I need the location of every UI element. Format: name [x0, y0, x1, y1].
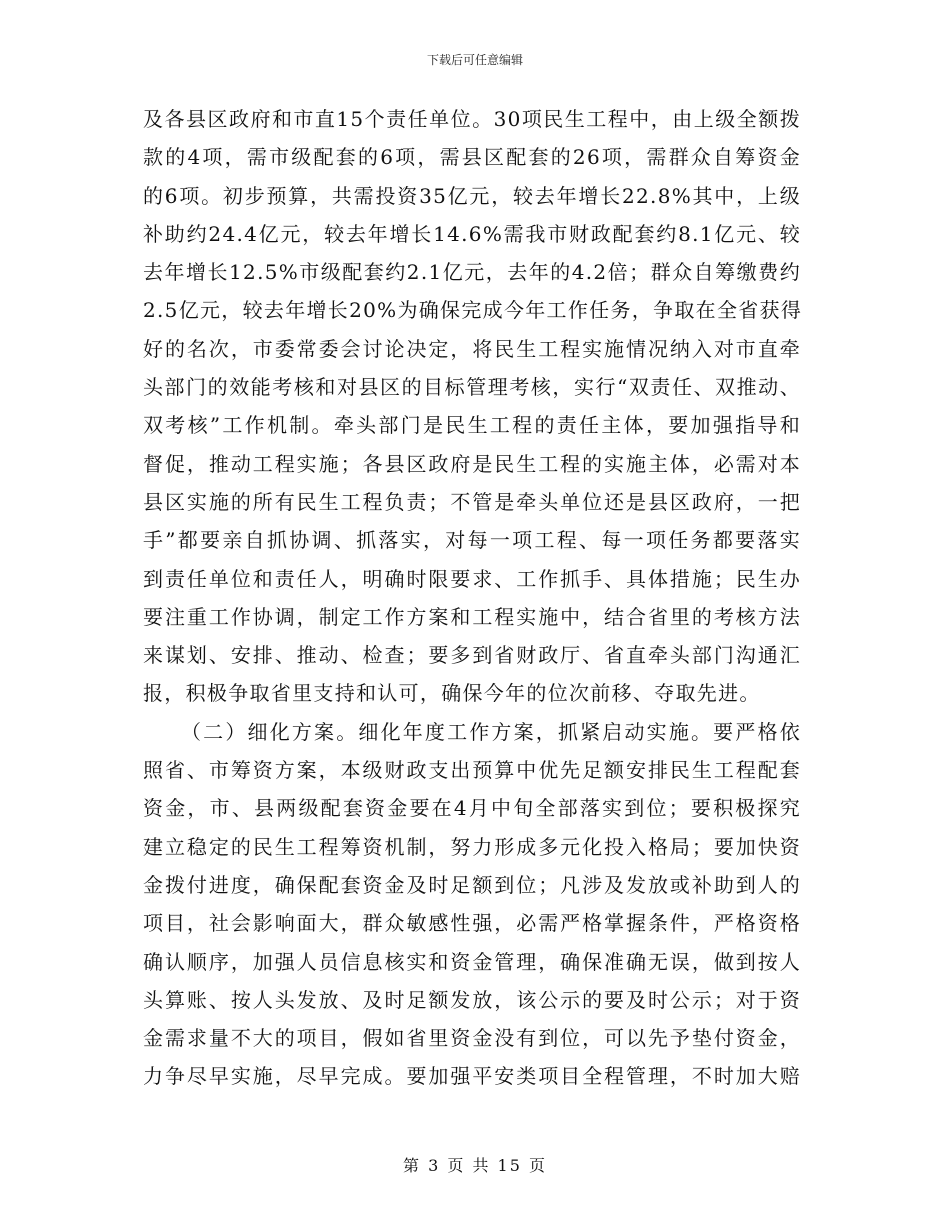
text-line: 头算账、按人头发放、及时足额发放，该公示的要及时公示；对于资	[143, 987, 801, 1012]
text-line: 建立稳定的民生工程筹资机制，努力形成多元化投入格局；要加快资	[143, 834, 801, 859]
text-line: 及各县区政府和市直15个责任单位。30项民生工程中，由上级全额拨	[143, 107, 801, 131]
text-line: 的6项。初步预算，共需投资35亿元，较去年增长22.8%其中，上级	[143, 183, 801, 208]
text-line: 报，积极争取省里支持和认可，确保今年的位次前移、夺取先进。	[143, 681, 761, 706]
page-footer: 第 3 页 共 15 页	[403, 1156, 547, 1175]
text-line: 双考核”工作机制。牵头部门是民生工程的责任主体，要加强指导和	[143, 413, 801, 438]
text-line: 项目，社会影响面大，群众敏感性强，必需严格掌握条件，严格资格	[143, 911, 801, 936]
text-line: 力争尽早实施，尽早完成。要加强平安类项目全程管理，不时加大赔	[143, 1064, 801, 1089]
text-line: 督促，推动工程实施；各县区政府是民生工程的实施主体，必需对本	[143, 451, 801, 476]
text-line: 要注重工作协调，制定工作方案和工程实施中，结合省里的考核方法	[143, 604, 801, 629]
text-line: 手”都要亲自抓协调、抓落实，对每一项工程、每一项任务都要落实	[143, 528, 801, 553]
body-text	[143, 100, 801, 1096]
text-line: 去年增长12.5%市级配套约2.1亿元，去年的4.2倍；群众自筹缴费约	[143, 260, 801, 285]
text-line: 补助约24.4亿元，较去年增长14.6%需我市财政配套约8.1亿元、较	[143, 221, 801, 246]
text-line: 金需求量不大的项目，假如省里资金没有到位，可以先予垫付资金，	[143, 1026, 801, 1051]
text-line: 金拨付进度，确保配套资金及时足额到位；凡涉及发放或补助到人的	[143, 872, 801, 897]
page-header: 下载后可任意编辑	[426, 53, 523, 67]
paragraph-start-line: （二）细化方案。细化年度工作方案，抓紧启动实施。要严格依	[181, 719, 801, 744]
text-line: 头部门的效能考核和对县区的目标管理考核，实行“双责任、双推动、	[143, 375, 801, 400]
text-line: 县区实施的所有民生工程负责；不管是牵头单位还是县区政府，一把	[143, 489, 801, 514]
text-line: 来谋划、安排、推动、检查；要多到省财政厅、省直牵头部门沟通汇	[143, 643, 801, 668]
text-line: 确认顺序，加强人员信息核实和资金管理，确保准确无误，做到按人	[143, 949, 801, 974]
text-line: 到责任单位和责任人，明确时限要求、工作抓手、具体措施；民生办	[143, 566, 801, 591]
text-line: 款的4项，需市级配套的6项，需县区配套的26项，需群众自筹资金	[143, 145, 801, 170]
text-line: 照省、市筹资方案，本级财政支出预算中优先足额安排民生工程配套	[143, 758, 801, 783]
text-line: 好的名次，市委常委会讨论决定，将民生工程实施情况纳入对市直牵	[143, 336, 801, 361]
text-line: 资金，市、县两级配套资金要在4月中旬全部落实到位；要积极探究	[143, 796, 801, 821]
text-line: 2.5亿元，较去年增长20%为确保完成今年工作任务，争取在全省获得	[143, 298, 803, 323]
